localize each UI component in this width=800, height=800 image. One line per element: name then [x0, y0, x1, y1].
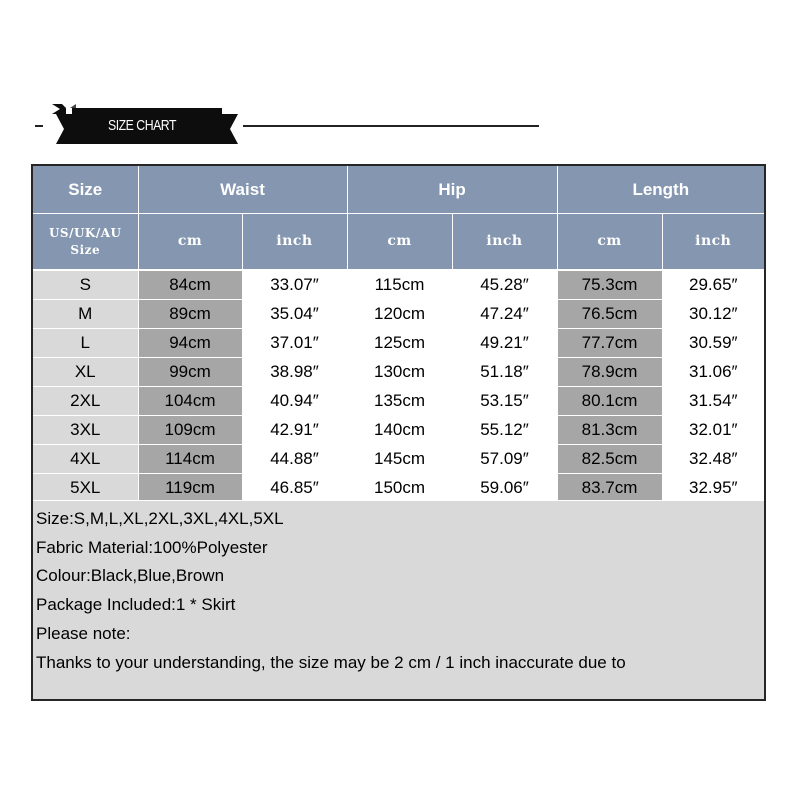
table-row: [33, 445, 764, 474]
cell-hip-cm: 145cm: [347, 445, 452, 474]
cell-waist-inch: 38.98″: [242, 358, 347, 387]
cell-hip-cm: 130cm: [347, 358, 452, 387]
subheader-size: [33, 214, 138, 271]
cell-waist-cm: 94cm: [138, 329, 242, 358]
cell-size: 5XL: [33, 474, 138, 504]
note-sizes: Size:S,M,L,XL,2XL,3XL,4XL,5XL: [36, 509, 284, 528]
cell-length-inch: 31.54″: [662, 387, 764, 416]
cell-length-cm: 83.7cm: [557, 474, 662, 504]
cell-size: M: [33, 300, 138, 329]
cell-hip-cm: 125cm: [347, 329, 452, 358]
cell-length-cm: 75.3cm: [557, 270, 662, 300]
cell-waist-inch: 37.01″: [242, 329, 347, 358]
cell-waist-cm: 104cm: [138, 387, 242, 416]
cell-hip-inch: 55.12″: [452, 416, 557, 445]
cell-hip-cm: 115cm: [347, 270, 452, 300]
subheader-hip-cm: cm: [347, 214, 452, 271]
cell-length-cm: 80.1cm: [557, 387, 662, 416]
cell-waist-inch: 46.85″: [242, 474, 347, 504]
cell-waist-inch: 33.07″: [242, 270, 347, 300]
cell-hip-inch: 51.18″: [452, 358, 557, 387]
cell-length-inch: 30.59″: [662, 329, 764, 358]
size-table: [33, 166, 764, 504]
size-chart-banner: [0, 100, 800, 152]
table-row: [33, 474, 764, 504]
cell-length-inch: 31.06″: [662, 358, 764, 387]
subheader-waist-inch: inch: [242, 214, 347, 271]
table-header-row: [33, 166, 764, 214]
table-row: [33, 300, 764, 329]
cell-size: 2XL: [33, 387, 138, 416]
cell-waist-cm: 99cm: [138, 358, 242, 387]
subheader-waist-cm: cm: [138, 214, 242, 271]
size-chart-frame: [31, 164, 766, 701]
cell-length-inch: 32.48″: [662, 445, 764, 474]
cell-hip-inch: 45.28″: [452, 270, 557, 300]
cell-waist-inch: 42.91″: [242, 416, 347, 445]
header-size: Size: [33, 166, 138, 214]
cell-size: 3XL: [33, 416, 138, 445]
cell-waist-inch: 44.88″: [242, 445, 347, 474]
cell-hip-cm: 135cm: [347, 387, 452, 416]
cell-length-cm: 78.9cm: [557, 358, 662, 387]
cell-hip-inch: 53.15″: [452, 387, 557, 416]
cell-waist-cm: 114cm: [138, 445, 242, 474]
cell-hip-cm: 150cm: [347, 474, 452, 504]
cell-size: S: [33, 270, 138, 300]
cell-length-inch: 29.65″: [662, 270, 764, 300]
cell-waist-inch: 40.94″: [242, 387, 347, 416]
note-colour: Colour:Black,Blue,Brown: [36, 566, 225, 586]
note-fabric: Fabric Material:100%Polyester: [36, 537, 268, 557]
cell-length-cm: 82.5cm: [557, 445, 662, 474]
cell-length-inch: 30.12″: [662, 300, 764, 329]
table-subheader-row: [33, 214, 764, 271]
subheader-size-line2: Size: [70, 242, 101, 257]
product-notes: [33, 500, 764, 699]
subheader-length-inch: inch: [662, 214, 764, 271]
table-row: [33, 358, 764, 387]
cell-hip-inch: 47.24″: [452, 300, 557, 329]
cell-length-cm: 77.7cm: [557, 329, 662, 358]
cell-size: L: [33, 329, 138, 358]
header-waist: Waist: [138, 166, 347, 214]
cell-hip-inch: 59.06″: [452, 474, 557, 504]
cell-waist-cm: 84cm: [138, 270, 242, 300]
header-hip: Hip: [347, 166, 557, 214]
cell-waist-cm: 119cm: [138, 474, 242, 504]
table-row: [33, 329, 764, 358]
cell-length-cm: 81.3cm: [557, 416, 662, 445]
cell-size: XL: [33, 358, 138, 387]
cell-hip-cm: 120cm: [347, 300, 452, 329]
cell-length-inch: 32.95″: [662, 474, 764, 504]
cell-size: 4XL: [33, 445, 138, 474]
cell-length-inch: 32.01″: [662, 416, 764, 445]
cell-hip-inch: 57.09″: [452, 445, 557, 474]
cell-waist-inch: 35.04″: [242, 300, 347, 329]
cell-waist-cm: 89cm: [138, 300, 242, 329]
table-row: [33, 416, 764, 445]
banner-left-dash: [35, 125, 43, 127]
table-row: [33, 387, 764, 416]
banner-right-rule: [243, 125, 539, 127]
subheader-hip-inch: inch: [452, 214, 557, 271]
table-row: [33, 270, 764, 300]
note-package: Package Included:1 * Skirt: [36, 595, 236, 615]
subheader-length-cm: cm: [557, 214, 662, 271]
cell-waist-cm: 109cm: [138, 416, 242, 445]
cell-length-cm: 76.5cm: [557, 300, 662, 329]
note-please-note: Please note:: [36, 623, 131, 643]
subheader-size-line1: US/UK/AU: [48, 225, 122, 240]
cell-hip-inch: 49.21″: [452, 329, 557, 358]
note-accuracy: Thanks to your understanding, the size may be 2 cm / 1 inch inaccurate due to: [36, 652, 626, 672]
banner-title: SIZE CHART: [108, 117, 176, 134]
header-length: Length: [557, 166, 764, 214]
cell-hip-cm: 140cm: [347, 416, 452, 445]
